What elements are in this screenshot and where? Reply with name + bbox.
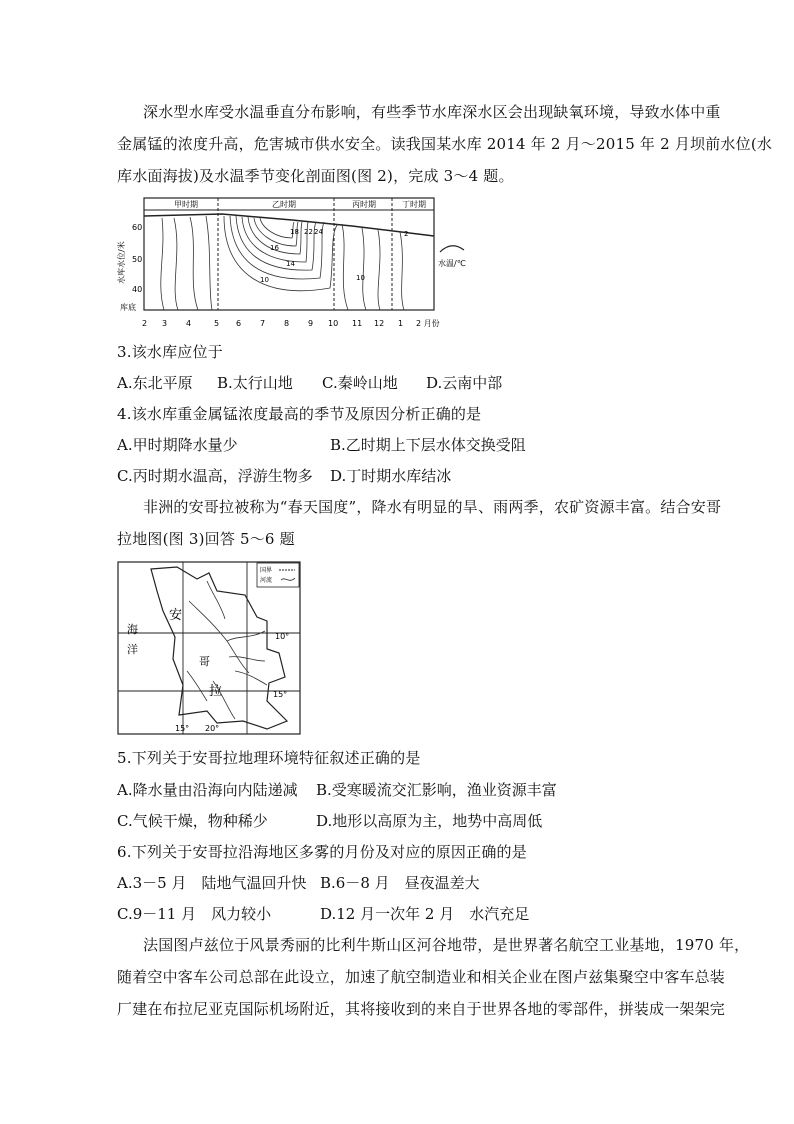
q5-option-c: C.气候干燥，物种稀少: [117, 812, 268, 830]
passage1-line-2: 金属锰的浓度升高，危害城市供水安全。读我国某水库 2014 年 2 月～2015 年 2 月坝前水位(水: [117, 135, 773, 153]
q4-stem: 4.该水库重金属锰浓度最高的季节及原因分析正确的是: [117, 405, 482, 423]
figure-2-legend: [436, 240, 516, 280]
x-tick: 10: [328, 319, 339, 328]
q6-option-c: C.9－11 月 风力较小: [117, 905, 272, 923]
x-tick: 1: [398, 319, 404, 328]
reservoir-bottom-label: 库底: [120, 303, 136, 312]
legend-river: 河流: [260, 577, 273, 584]
passage1-line-1: 深水型水库受水温垂直分布影响，有些季节水库深水区会出现缺氧环境，导致水体中重: [143, 103, 721, 121]
q4-option-b: B.乙时期上下层水体交换受阻: [330, 436, 526, 454]
contour-label: 18: [290, 228, 299, 236]
q3-option-c: C.秦岭山地: [322, 374, 398, 392]
map-label-hai: 海: [127, 623, 138, 636]
period-jia: 甲时期: [174, 200, 198, 209]
longitude-label-20: 20°: [205, 724, 220, 733]
x-tick: 2: [142, 319, 148, 328]
q3-option-b: B.太行山地: [217, 374, 293, 392]
q4-option-d: D.丁时期水库结冰: [330, 467, 452, 485]
x-tick: 2 月份: [416, 319, 440, 328]
contour-label: 10: [356, 274, 365, 282]
q4-option-c: C.丙时期水温高，浮游生物多: [117, 467, 313, 485]
contour-label: 2: [404, 230, 409, 238]
legend-border: 国界: [260, 567, 273, 574]
latitude-label-15: 15°: [273, 690, 288, 699]
contour-label: 14: [286, 260, 295, 268]
q5-option-b: B.受寒暖流交汇影响，渔业资源丰富: [316, 781, 557, 799]
legend-water-temperature: 水温/℃: [438, 259, 466, 268]
map-label-yang: 洋: [127, 643, 138, 656]
y-tick: 50: [132, 255, 143, 264]
x-tick: 4: [186, 319, 192, 328]
q5-option-a: A.降水量由沿海向内陆递减: [117, 781, 298, 799]
x-tick: 3: [162, 319, 168, 328]
q6-option-d: D.12 月一次年 2 月 水汽充足: [320, 905, 530, 923]
map-label-an: 安: [169, 608, 183, 623]
x-tick: 7: [260, 319, 266, 328]
x-tick: 11: [352, 319, 363, 328]
q5-option-d: D.地形以高原为主，地势中高周低: [316, 812, 543, 830]
x-tick: 12: [374, 319, 385, 328]
passage3-line-3: 厂建在布拉尼亚克国际机场附近，其将接收到的来自于世界各地的零部件，拼装成一架架完: [117, 1000, 726, 1018]
contour-label: 10: [260, 276, 269, 284]
period-bing: 丙时期: [352, 200, 376, 209]
x-tick: 8: [284, 319, 290, 328]
passage3-line-1: 法国图卢兹位于风景秀丽的比利牛斯山区河谷地带，是世界著名航空工业基地，1970 年，: [143, 936, 750, 954]
figure-2-reservoir-temperature-profile: [112, 192, 452, 332]
latitude-label-10: 10°: [275, 632, 290, 641]
passage3-line-2: 随着空中客车公司总部在此设立，加速了航空制造业和相关企业在图卢兹集聚空中客车总装: [117, 968, 726, 986]
passage2-line-1: 非洲的安哥拉被称为“春天国度”，降水有明显的旱、雨两季，农矿资源丰富。结合安哥: [143, 498, 722, 516]
passage2-line-2: 拉地图(图 3)回答 5～6 题: [117, 530, 295, 548]
passage1-line-3: 库水面海拔)及水温季节变化剖面图(图 2)，完成 3～4 题。: [117, 167, 514, 185]
y-tick: 60: [132, 223, 143, 232]
x-tick: 6: [236, 319, 242, 328]
q4-option-a: A.甲时期降水量少: [117, 436, 238, 454]
contour-label: 22: [304, 228, 313, 236]
figure-3-angola-map: [117, 561, 303, 737]
longitude-label-15: 15°: [175, 724, 190, 733]
map-label-la: 拉: [209, 684, 223, 699]
q5-stem: 5.下列关于安哥拉地理环境特征叙述正确的是: [117, 749, 421, 767]
contour-label: 24: [314, 228, 323, 236]
contour-label: 16: [270, 244, 279, 252]
x-tick: 9: [308, 319, 314, 328]
map-label-ge: 哥: [199, 655, 210, 668]
x-tick: 5: [214, 319, 220, 328]
q3-option-d: D.云南中部: [426, 374, 503, 392]
y-tick: 40: [132, 285, 143, 294]
period-yi: 乙时期: [272, 200, 296, 209]
y-axis-label: 水库水位/米: [117, 241, 126, 284]
period-ding: 丁时期: [402, 200, 426, 209]
q6-option-b: B.6－8 月 昼夜温差大: [320, 874, 480, 892]
q3-option-a: A.东北平原: [117, 374, 193, 392]
q6-stem: 6.下列关于安哥拉沿海地区多雾的月份及对应的原因正确的是: [117, 843, 527, 861]
q3-stem: 3.该水库应位于: [117, 343, 223, 361]
q6-option-a: A.3－5 月 陆地气温回升快: [117, 874, 307, 892]
